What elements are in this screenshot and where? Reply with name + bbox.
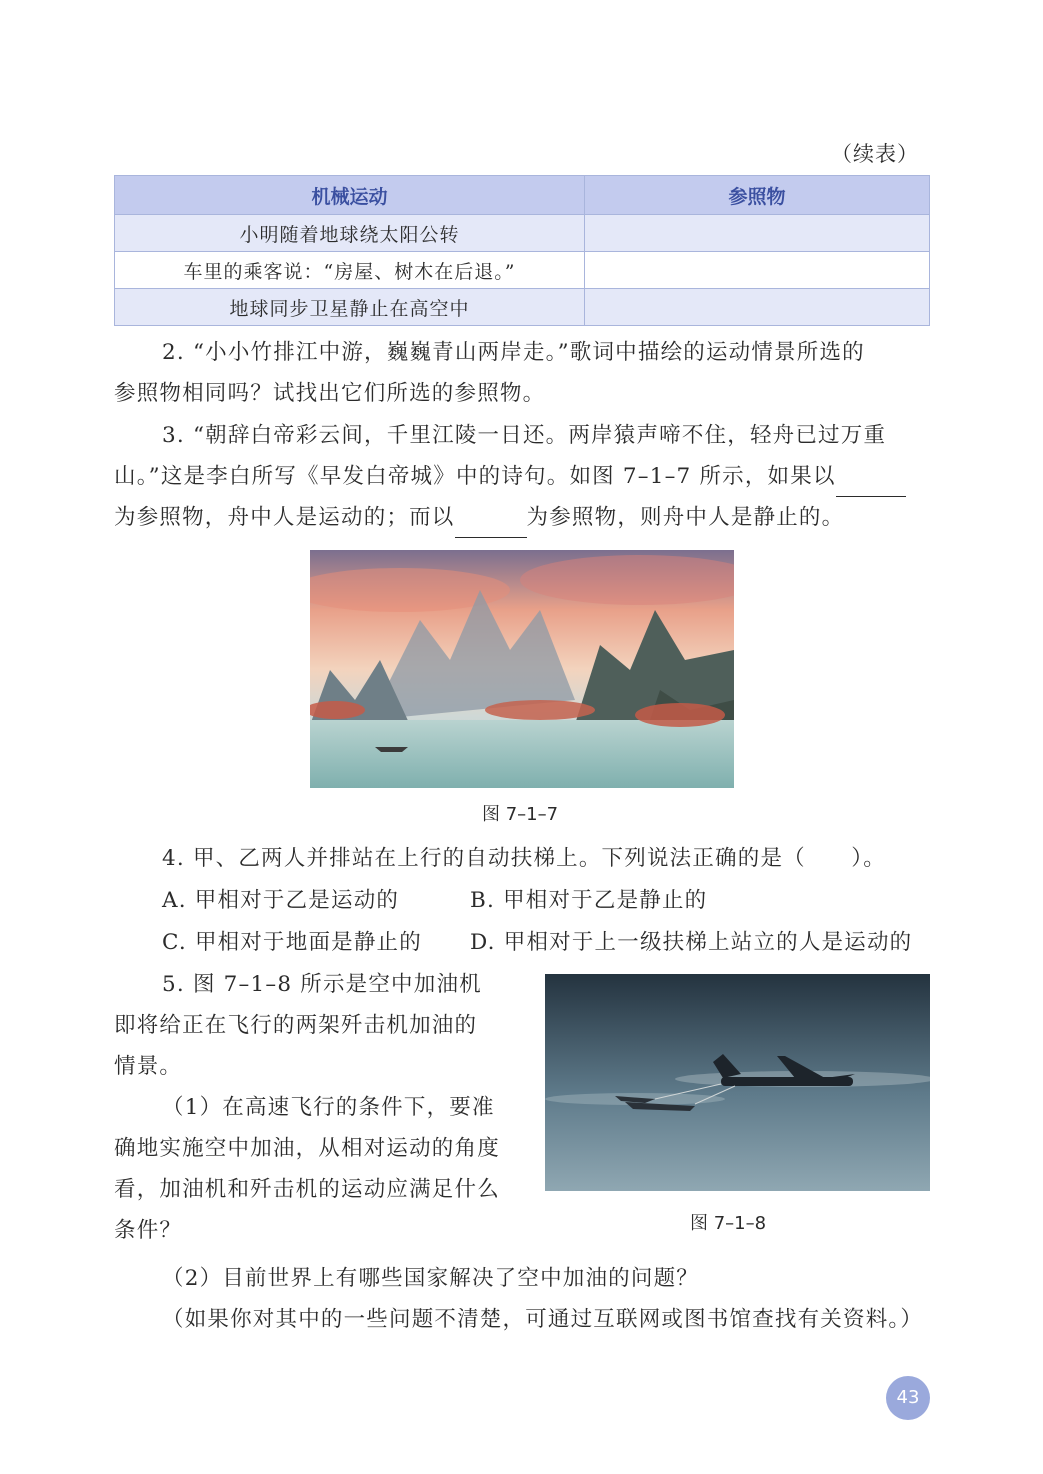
table-cell-reference [585,289,930,326]
question-5-line: 情景。 [114,1054,183,1079]
page-number-badge: 43 [886,1376,930,1420]
question-3-line [114,456,930,497]
option-c[interactable]: C. 甲相对于地面是静止的 [162,930,422,955]
table-row [115,289,930,326]
option-d[interactable]: D. 甲相对于上一级扶梯上站立的人是运动的 [470,930,913,955]
question-4 [114,838,930,879]
landscape-illustration [310,550,734,788]
question-5-part1-line: 条件？ [114,1218,183,1243]
question-4-stem: 4. 甲、乙两人并排站在上行的自动扶梯上。下列说法正确的是（ ）。 [162,846,886,871]
question-3-text: 为参照物，则舟中人是静止的。 [526,505,845,530]
answer-blank[interactable] [836,468,906,497]
question-5-part1-line: 确地实施空中加油，从相对运动的角度 [114,1136,500,1161]
figure-caption: 图 7–1–8 [690,1213,767,1234]
question-3-text: 为参照物，舟中人是运动的；而以 [114,505,455,530]
question-5-line: 5. 图 7–1–8 所示是空中加油机 [162,972,482,997]
landscape-figure [310,550,734,788]
header-motion: 机械运动 [115,176,585,215]
question-3-line [114,497,930,538]
question-5-note: （如果你对其中的一些问题不清楚，可通过互联网或图书馆查找有关资料。） [162,1307,924,1332]
aerial-refueling-photo [545,974,930,1191]
question-5-part1-line: 看，加油机和歼击机的运动应满足什么 [114,1177,500,1202]
table-cell-motion: 地球同步卫星静止在高空中 [115,289,585,326]
option-a[interactable]: A. 甲相对于乙是运动的 [162,888,400,913]
question-3 [114,415,930,538]
question-4-options [162,880,912,964]
option-b[interactable]: B. 甲相对于乙是静止的 [470,888,708,913]
table-cell-reference [585,215,930,252]
question-2-line: 参照物相同吗？试找出它们所选的参照物。 [114,381,546,406]
reference-table [114,175,930,326]
question-3-text: 山。”这是李白所写《早发白帝城》中的诗句。如图 7–1–7 所示，如果以 [114,464,836,489]
aircraft-figure [545,974,930,1191]
continued-label: （续表） [831,142,919,166]
question-5-part2-line: （2）目前世界上有哪些国家解决了空中加油的问题？ [162,1266,699,1291]
question-5-part2 [114,1258,930,1340]
answer-blank[interactable] [455,509,527,538]
table-row [115,252,930,289]
table-row [115,215,930,252]
question-5 [114,964,524,1251]
question-2-line: 2. “小小竹排江中游，巍巍青山两岸走。”歌词中描绘的运动情景所选的 [162,340,865,365]
figure-caption: 图 7–1–7 [482,804,559,825]
question-3-line: 3. “朝辞白帝彩云间，千里江陵一日还。两岸猿声啼不住，轻舟已过万重 [162,423,887,448]
table-header-row [115,176,930,215]
table-cell-motion: 车里的乘客说：“房屋、树木在后退。” [115,252,585,289]
question-5-line: 即将给正在飞行的两架歼击机加油的 [114,1013,478,1038]
question-2 [114,332,930,414]
question-5-part1-line: （1）在高速飞行的条件下，要准 [162,1095,495,1120]
table-cell-reference [585,252,930,289]
header-reference: 参照物 [585,176,930,215]
table-cell-motion: 小明随着地球绕太阳公转 [115,215,585,252]
